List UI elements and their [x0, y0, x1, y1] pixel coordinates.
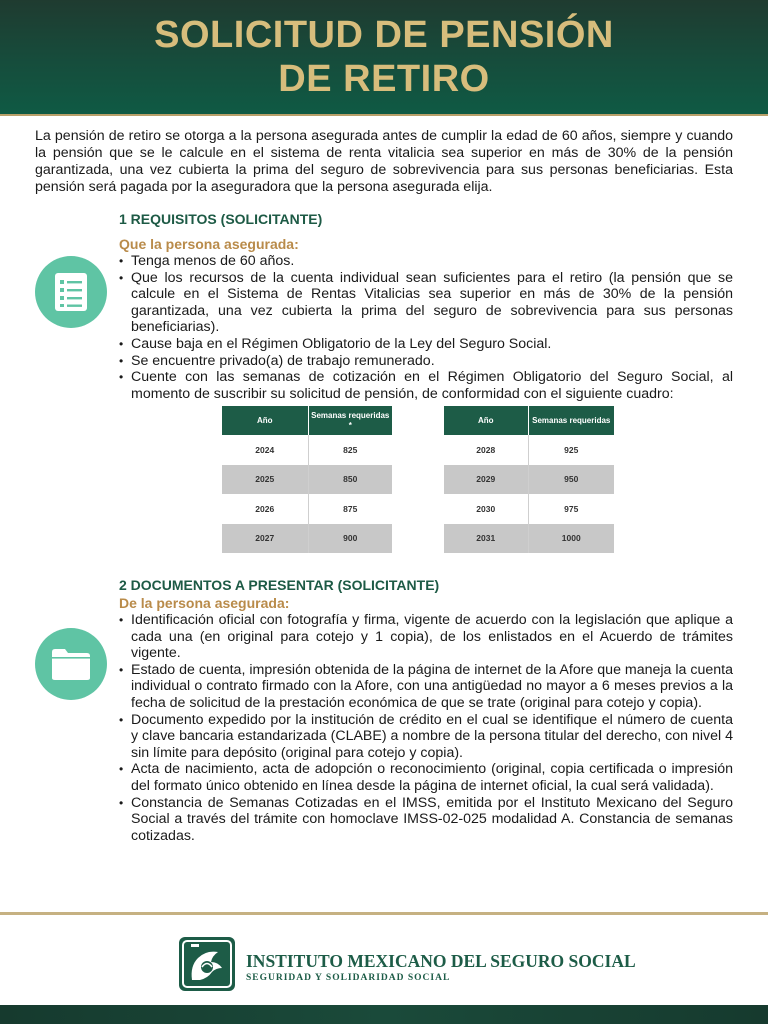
table-cell: 850 — [308, 465, 392, 495]
table-row — [222, 465, 392, 495]
table-cell: 825 — [308, 435, 392, 465]
table-cell: 2026 — [222, 494, 308, 524]
section2-subtitle: De la persona asegurada: — [119, 595, 290, 611]
table-cell: 1000 — [528, 524, 614, 554]
table-cell: 2025 — [222, 465, 308, 495]
table-cell: 2030 — [444, 494, 528, 524]
title-line-1: SOLICITUD DE PENSIÓN — [154, 14, 614, 56]
table-row — [222, 524, 392, 554]
checklist-icon — [35, 256, 107, 328]
table-row — [444, 435, 614, 465]
table-cell: 2031 — [444, 524, 528, 554]
table-row — [222, 435, 392, 465]
list-item: • Cause baja en el Régimen Obligatorio de la Ley del Seguro Social. — [119, 336, 733, 353]
table-row — [222, 494, 392, 524]
table-row — [444, 465, 614, 495]
weeks-table-right — [444, 406, 614, 553]
page-title — [154, 13, 614, 101]
list-item: • Constancia de Semanas Cotizadas en el IMSS, emitida por el Instituto Mexicano del Seguro Social a través del trámite con homoclave IMSS-02-025 modalidad A. Constancia de semanas cotizadas. — [119, 795, 733, 845]
weeks-table-left — [222, 406, 392, 553]
table-header: Año — [222, 406, 308, 435]
table-header: Semanas requeridas * — [308, 406, 392, 435]
list-item: • Cuente con las semanas de cotización en el Régimen Obligatorio del Seguro Social, al momento de suscribir su solicitud de pensión, de conformidad con el siguiente cuadro: — [119, 369, 733, 402]
title-line-2: DE RETIRO — [278, 58, 490, 100]
requirements-list — [119, 253, 733, 402]
table-header: Año — [444, 406, 528, 435]
list-item: • Estado de cuenta, impresión obtenida de la página de internet de la Afore que maneja la cuenta individual o contrato firmado con la Afore, con una antigüedad no mayor a 6 meses previos a la fecha de solicitud de la prestación económica de que se trate (original para cotejo y copia). — [119, 662, 733, 712]
table-row — [444, 494, 614, 524]
imss-logo-block — [178, 936, 636, 992]
table-cell: 2024 — [222, 435, 308, 465]
list-item: • Acta de nacimiento, acta de adopción o reconocimiento (original, copia certificada o impresión del formato único obtenido en línea desde la página de internet oficial, la cual será validada). — [119, 761, 733, 794]
section1-title: 1 REQUISITOS (SOLICITANTE) — [119, 211, 323, 227]
section1-subtitle: Que la persona asegurada: — [119, 236, 299, 252]
list-item: • Tenga menos de 60 años. — [119, 253, 733, 270]
list-item: • Documento expedido por la institución de crédito en el cual se identifique el número de cuenta y clave bancaria estandarizada (CLABE) a nombre de la persona titular del derecho, con nivel 4 sin límite para depósito (original para cotejo y copia). — [119, 712, 733, 762]
table-cell: 2027 — [222, 524, 308, 554]
table-cell: 950 — [528, 465, 614, 495]
page-header — [0, 0, 768, 116]
imss-logo — [178, 936, 236, 992]
list-item: • Se encuentre privado(a) de trabajo remunerado. — [119, 353, 733, 370]
org-name: INSTITUTO MEXICANO DEL SEGURO SOCIAL — [246, 951, 636, 971]
table-row — [444, 524, 614, 554]
table-cell: 2028 — [444, 435, 528, 465]
table-cell: 925 — [528, 435, 614, 465]
list-item: • Que los recursos de la cuenta individual sean suficientes para el retiro (la pensión que se calcule en el Sistema de Rentas Vitalicias sea superior en más de 30% de la pensión garantizada, una vez cubierta la prima del seguro de sobrevivencia para sus personas beneficiarias). — [119, 270, 733, 336]
footer-divider — [0, 912, 768, 915]
documents-list — [119, 612, 733, 844]
footer-bar — [0, 1005, 768, 1024]
table-cell: 2029 — [444, 465, 528, 495]
table-header: Semanas requeridas — [528, 406, 614, 435]
list-item: • Identificación oficial con fotografía y firma, vigente de acuerdo con la legislación que aplique a cada una (en original para cotejo y 1 copia), de los enlistados en el Acuerdo de trámites vigente. — [119, 612, 733, 662]
table-cell: 900 — [308, 524, 392, 554]
section2-title: 2 DOCUMENTOS A PRESENTAR (SOLICITANTE) — [119, 577, 440, 593]
table-cell: 975 — [528, 494, 614, 524]
intro-paragraph: La pensión de retiro se otorga a la persona asegurada antes de cumplir la edad de 60 años, siempre y cuando la pensión que se le calcule en el sistema de renta vitalicia sea superior en más de 30% de la pensión garantizada, una vez cubierta la prima del seguro de sobrevivencia para sus personas beneficiarias. Esta pensión será pagada por la aseguradora que la persona asegurada elija. — [35, 128, 733, 195]
org-tagline: SEGURIDAD Y SOLIDARIDAD SOCIAL — [246, 973, 451, 983]
table-cell: 875 — [308, 494, 392, 524]
folder-icon — [35, 628, 107, 700]
